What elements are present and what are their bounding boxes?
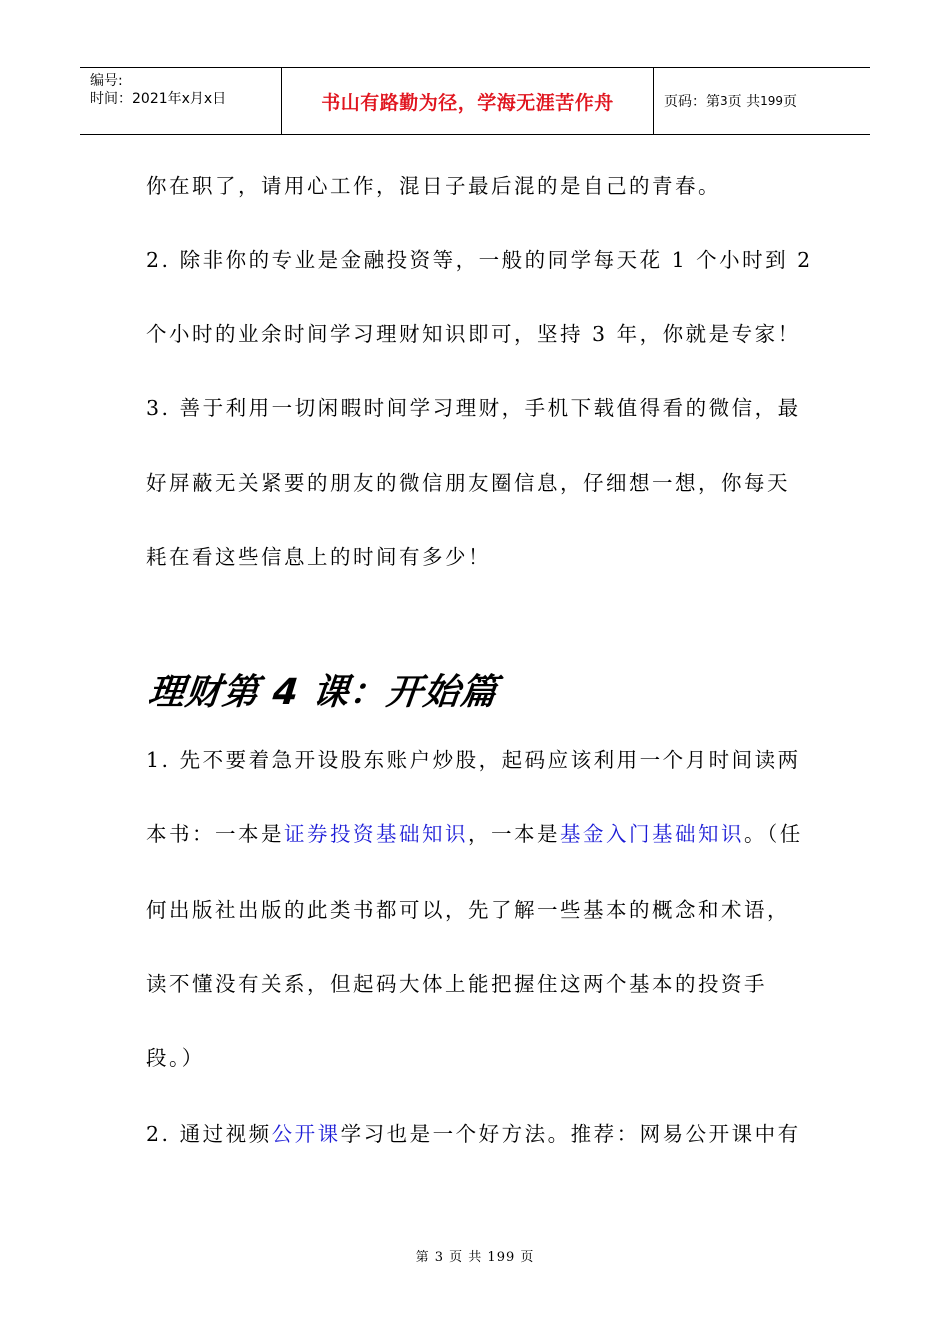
page-footer: 第 3 页 共 199 页 [415,1250,535,1265]
text-line: 1. 先不要着急开设股东账户炒股，起码应该利用一个月时间读两 [146,748,801,772]
text-line: 段。） [146,1046,205,1070]
page-prefix: 页码：第 [664,94,720,110]
text-span: ，一本是 [468,822,560,846]
header-meta [80,68,282,134]
text-span: 本书：一本是 [146,822,284,846]
text-line: 何出版社出版的此类书都可以，先了解一些基本的概念和术语， [146,898,790,922]
page-mid: 页 共 [727,94,761,110]
text-span: 学习也是一个好方法。推荐：网易公开课中有 [340,1122,801,1146]
text-line: 个小时的业余时间学习理财知识即可，坚持 3 年，你就是专家！ [146,322,801,346]
text-span: 2. 通过视频 [146,1122,272,1146]
text-line: 3. 善于利用一切闲暇时间学习理财，手机下载值得看的微信，最 [146,396,801,420]
section-heading: 理财第 4 课：开始篇 [146,672,500,713]
page-total: 199 [760,94,783,108]
text-line: 你在职了，请用心工作，混日子最后混的是自己的青春。 [146,174,721,198]
page-header [80,67,870,135]
book-link-securities[interactable]: 证券投资基础知识 [284,822,468,846]
header-page-info [654,68,870,134]
text-line [146,1119,801,1149]
number-label: 编号: [90,73,123,89]
text-line: 耗在看这些信息上的时间有多少！ [146,545,491,569]
text-line: 2. 除非你的专业是金融投资等，一般的同学每天花 1 个小时到 2 [146,248,813,272]
header-motto: 书山有路勤为径，学海无涯苦作舟 [282,68,654,134]
page-suffix: 页 [783,94,797,110]
text-line [146,819,803,849]
text-line: 读不懂没有关系，但起码大体上能把握住这两个基本的投资手 [146,972,767,996]
page-number: 3 [720,94,728,108]
open-course-link[interactable]: 公开课 [271,1122,341,1146]
text-span: 。（任 [744,822,803,846]
book-link-funds[interactable]: 基金入门基础知识 [560,822,744,846]
date-label: 时间：2021年x月x日 [90,91,227,107]
text-line: 好屏蔽无关紧要的朋友的微信朋友圈信息，仔细想一想，你每天 [146,471,790,495]
